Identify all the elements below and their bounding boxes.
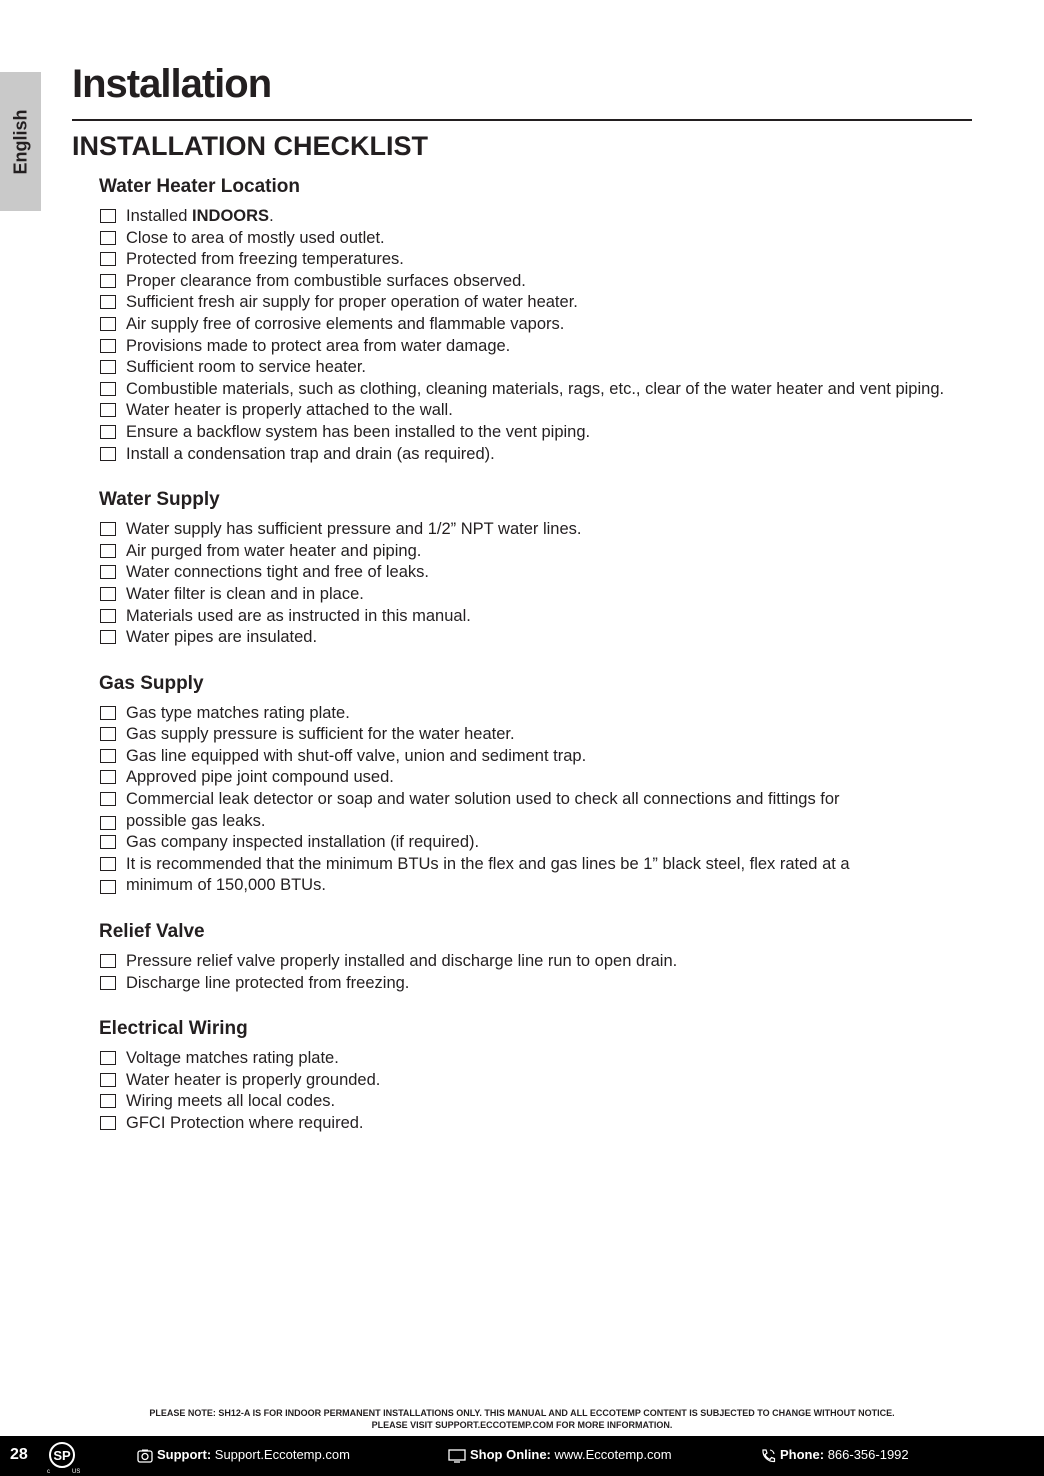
checklist-item <box>99 444 969 466</box>
checklist-item-text: Install a condensation trap and drain (as required). <box>126 444 495 463</box>
checkbox[interactable] <box>100 954 116 968</box>
checklist-item-text: Water heater is properly attached to the wall. <box>126 401 453 420</box>
support-url[interactable]: Support.Eccotemp.com <box>214 1447 350 1462</box>
phone-number[interactable]: 866-356-1992 <box>827 1447 909 1462</box>
checklist-item-text: Sufficient fresh air supply for proper operation of water heater. <box>126 293 578 312</box>
checklist-item-text: It is recommended that the minimum BTUs in the flex and gas lines be 1” black steel, flex rated at a <box>126 854 850 873</box>
checklist-item-text: Combustible materials, such as clothing, cleaning materials, rags, etc., clear of the water heater and vent piping. <box>126 379 945 398</box>
checkbox[interactable] <box>100 209 116 223</box>
group-title: Gas Supply <box>99 672 204 694</box>
csa-certification-icon <box>44 1440 80 1474</box>
checklist-item <box>99 249 969 271</box>
checklist-item-text: Water filter is clean and in place. <box>126 584 364 603</box>
checklist-item <box>99 703 969 725</box>
checklist-group <box>99 487 969 649</box>
checklist-item <box>99 1070 969 1092</box>
checklist-item <box>99 767 969 789</box>
checklist-item-text: Gas line equipped with shut-off valve, union and sediment trap. <box>126 746 587 765</box>
checklist-item-text-line2: minimum of 150,000 BTUs. <box>126 876 326 895</box>
phone-contact[interactable] <box>760 1447 909 1464</box>
page-title: Installation <box>72 62 272 106</box>
checkbox[interactable] <box>100 976 116 990</box>
checklist-items <box>99 951 969 994</box>
checkbox[interactable] <box>100 1051 116 1065</box>
checkbox[interactable] <box>100 565 116 579</box>
checklist-group <box>99 1016 969 1134</box>
checkbox[interactable] <box>100 447 116 461</box>
notice-line-2: PLEASE VISIT SUPPORT.ECCOTEMP.COM FOR MORE INFORMATION. <box>371 1420 673 1430</box>
support-contact[interactable] <box>137 1447 350 1463</box>
checkbox[interactable] <box>100 880 116 894</box>
checklist-group <box>99 919 969 994</box>
checklist-item-text: Gas company inspected installation (if required). <box>126 833 480 852</box>
checklist-item-text: Air supply free of corrosive elements and flammable vapors. <box>126 314 565 333</box>
checkbox[interactable] <box>100 252 116 266</box>
checklist-item <box>99 336 969 358</box>
checkbox[interactable] <box>100 587 116 601</box>
csa-right-mark: US <box>72 1469 80 1474</box>
group-title: Water Heater Location <box>99 176 300 197</box>
checklist-item <box>99 1113 969 1135</box>
notice-line-1: PLEASE NOTE: SH12-A IS FOR INDOOR PERMANENT INSTALLATIONS ONLY. THIS MANUAL AND ALL ECCOTEMP CONTENT IS SUBJECTED TO CHANGE WITHOUT NOTICE. <box>149 1408 895 1418</box>
checkbox[interactable] <box>100 382 116 396</box>
checklist-group <box>99 671 969 897</box>
checklist-item <box>99 292 969 314</box>
checklist-item <box>99 228 969 250</box>
footer-notice <box>0 1407 1044 1431</box>
checkbox[interactable] <box>100 1073 116 1087</box>
checklist-item <box>99 1091 969 1113</box>
checklist-item-text: Sufficient room to service heater. <box>126 358 366 377</box>
checkbox[interactable] <box>100 727 116 741</box>
checklist-item-text: Proper clearance from combustible surfaces observed. <box>126 271 526 290</box>
checklist-item-suffix: . <box>269 207 274 225</box>
checklist-item-text: Approved pipe joint compound used. <box>126 768 394 787</box>
checklist-item-text: GFCI Protection where required. <box>126 1114 364 1132</box>
checkbox[interactable] <box>100 522 116 536</box>
checklist-item-text: Water pipes are insulated. <box>126 628 318 647</box>
shop-label: Shop Online: <box>470 1447 551 1462</box>
checklist <box>99 174 969 1157</box>
checklist-item <box>99 854 969 876</box>
checkbox[interactable] <box>100 706 116 720</box>
checkbox[interactable] <box>100 425 116 439</box>
checklist-item <box>99 584 969 606</box>
checkbox[interactable] <box>100 749 116 763</box>
language-tab <box>0 72 41 211</box>
checklist-item-text: Protected from freezing temperatures. <box>126 250 404 269</box>
checklist-group <box>99 174 969 465</box>
checklist-item <box>99 357 969 379</box>
checklist-item-text: Commercial leak detector or soap and water solution used to check all connections and fittings for <box>126 790 840 809</box>
shop-contact[interactable] <box>448 1447 672 1463</box>
checklist-item-text: Water heater is properly grounded. <box>126 1070 381 1089</box>
checklist-item-text: Provisions made to protect area from water damage. <box>126 336 511 355</box>
checklist-items <box>99 206 969 465</box>
checklist-item <box>99 519 969 541</box>
checklist-item-text: Water supply has sufficient pressure and 1/2” NPT water lines. <box>126 520 582 539</box>
checkbox[interactable] <box>100 770 116 784</box>
checkbox[interactable] <box>100 295 116 309</box>
checklist-item <box>99 379 969 401</box>
checklist-item <box>99 271 969 293</box>
section-title: INSTALLATION CHECKLIST <box>72 131 428 161</box>
monitor-icon <box>448 1449 466 1463</box>
checklist-item-text: Ensure a backflow system has been installed to the vent piping. <box>126 422 591 441</box>
checklist-item <box>99 973 969 995</box>
checkbox[interactable] <box>100 816 116 830</box>
checkbox[interactable] <box>100 274 116 288</box>
checkbox[interactable] <box>100 403 116 417</box>
csa-left-mark: c <box>47 1469 50 1474</box>
checklist-item <box>99 400 969 422</box>
checkbox[interactable] <box>100 609 116 623</box>
checkbox[interactable] <box>100 857 116 871</box>
footer-bar <box>0 1436 1044 1476</box>
support-icon <box>137 1449 153 1463</box>
checklist-item-text: Materials used are as instructed in this manual. <box>126 606 471 625</box>
checklist-items <box>99 703 969 897</box>
checkbox[interactable] <box>100 360 116 374</box>
checkbox[interactable] <box>100 630 116 644</box>
checklist-items <box>99 519 969 649</box>
checklist-item-text: Installed <box>126 207 193 225</box>
checklist-item <box>99 314 969 336</box>
checkbox[interactable] <box>100 317 116 331</box>
checkbox[interactable] <box>100 835 116 849</box>
checkbox[interactable] <box>100 231 116 245</box>
checklist-item <box>99 724 969 746</box>
checklist-item-emphasis: INDOORS <box>192 207 270 225</box>
checklist-item-text: Water connections tight and free of leaks. <box>126 563 429 582</box>
checklist-item <box>99 206 969 228</box>
shop-url[interactable]: www.Eccotemp.com <box>554 1447 672 1462</box>
support-label: Support: <box>157 1447 212 1462</box>
checklist-items <box>99 1048 969 1134</box>
csa-logo-text: SP <box>53 1448 71 1463</box>
checkbox[interactable] <box>100 1116 116 1130</box>
checklist-item <box>99 606 969 628</box>
checklist-item-text: Gas supply pressure is sufficient for the water heater. <box>126 725 515 744</box>
checklist-item <box>99 832 969 854</box>
phone-icon <box>760 1448 776 1464</box>
title-divider <box>72 119 972 121</box>
group-title: Electrical Wiring <box>99 1018 248 1040</box>
checkbox[interactable] <box>100 792 116 806</box>
checklist-item-text: Wiring meets all local codes. <box>126 1092 336 1111</box>
checkbox[interactable] <box>100 339 116 353</box>
checklist-item-text: Pressure relief valve properly installed and discharge line run to open drain. <box>126 952 678 971</box>
phone-label: Phone: <box>780 1447 825 1462</box>
language-tab-label: English <box>10 108 30 175</box>
checklist-item-text: Voltage matches rating plate. <box>126 1049 339 1068</box>
checklist-item <box>99 422 969 444</box>
group-title: Relief Valve <box>99 921 205 943</box>
checklist-item <box>99 541 969 563</box>
checkbox[interactable] <box>100 544 116 558</box>
checklist-item <box>99 789 969 811</box>
group-title: Water Supply <box>99 489 220 511</box>
checklist-item <box>99 627 969 649</box>
checklist-item-text: Close to area of mostly used outlet. <box>126 228 385 247</box>
checklist-item-text: Discharge line protected from freezing. <box>126 973 410 992</box>
checklist-item-text-line2: possible gas leaks. <box>126 811 266 830</box>
checkbox[interactable] <box>100 1094 116 1108</box>
checklist-item <box>99 746 969 768</box>
checklist-item-text: Gas type matches rating plate. <box>126 703 350 722</box>
page-number: 28 <box>10 1446 28 1463</box>
checklist-item-text: Air purged from water heater and piping. <box>126 541 422 560</box>
checklist-item-continuation <box>99 811 969 833</box>
checklist-item-continuation <box>99 875 969 897</box>
checklist-item <box>99 1048 969 1070</box>
checklist-item <box>99 562 969 584</box>
checklist-item <box>99 951 969 973</box>
